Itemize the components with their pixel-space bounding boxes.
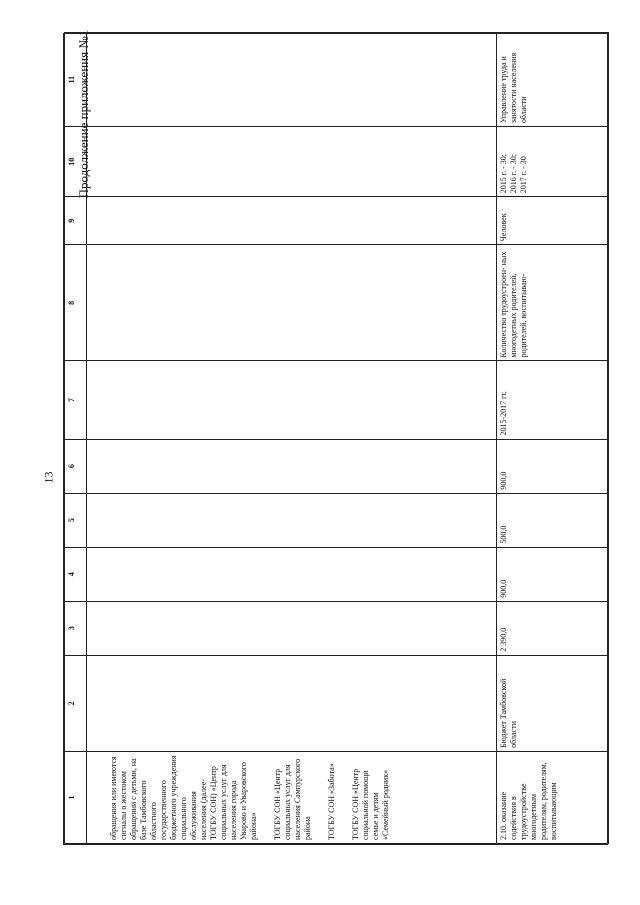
- unit-cell: Человек: [496, 197, 608, 245]
- indicator-cell: Количество трудоустроен- ных многодетных родителей, родителей, воспитываю-: [496, 245, 608, 361]
- table-cell: [87, 361, 497, 439]
- column-header: 6: [65, 439, 87, 493]
- total-funding-cell: 2 390,0: [496, 601, 608, 655]
- responsible-agency-cell: Управление труда и занятости населения области: [496, 33, 608, 127]
- table-row: [496, 33, 608, 844]
- table-cell: [87, 245, 497, 361]
- column-header: 1: [65, 751, 87, 843]
- column-header: 3: [65, 601, 87, 655]
- column-header: 9: [65, 197, 87, 245]
- appendix-continuation-caption: Продолжение приложения №1: [76, 29, 91, 199]
- column-header: 8: [65, 245, 87, 361]
- table-row: [87, 33, 497, 844]
- table-cell: [87, 547, 497, 601]
- list-item: обращения или имеются сигналы о жестоком обращении с детьми, на базе Тамбовского областного государственного бюджетного учреждения социального обслуживания населения (далее- ТОГБУ СОН) «Центр социальных услуг для населения города Уварово и Уваровского района»: [109, 755, 258, 840]
- table-header-row: [65, 33, 87, 844]
- target-values-cell: 2015 г. - 30; 2016 г. - 30; 2017 г. - 30: [496, 127, 608, 197]
- appendix-table: [63, 33, 608, 845]
- table-cell: [87, 655, 497, 751]
- institution-list-cell: [87, 751, 497, 843]
- column-header: 10: [65, 127, 87, 197]
- funding-year-3-cell: 900,0: [496, 439, 608, 493]
- column-header: 11: [65, 33, 87, 127]
- list-item: ТОГБУ СОН «Центр социальных услуг для населения Сампурского района: [273, 758, 312, 840]
- list-item: ТОГБУ СОН «Забота»: [327, 763, 336, 840]
- list-item: ТОГБУ СОН «Центр социальной помощи семье и детям «Семейный родник»: [351, 768, 390, 840]
- measure-description-cell: 2.10. оказание содействия в трудоустройстве многодетным родителям, родителям, воспитывающим: [496, 751, 608, 843]
- table-cell: [87, 493, 497, 547]
- column-header: 7: [65, 361, 87, 439]
- funding-source-cell: Бюджет Тамбовской области: [496, 655, 608, 751]
- page-number: 13: [41, 471, 56, 484]
- table-cell: [87, 197, 497, 245]
- table-cell: [87, 439, 497, 493]
- institution-list: [99, 755, 401, 840]
- table-cell: [87, 127, 497, 197]
- column-header: 2: [65, 655, 87, 751]
- funding-year-1-cell: 900,0: [496, 547, 608, 601]
- table-cell: [87, 33, 497, 127]
- funding-year-2-cell: 500,0: [496, 493, 608, 547]
- column-header: 4: [65, 547, 87, 601]
- column-header: 5: [65, 493, 87, 547]
- table-cell: [87, 601, 497, 655]
- period-cell: 2015-2017 гг.: [496, 361, 608, 439]
